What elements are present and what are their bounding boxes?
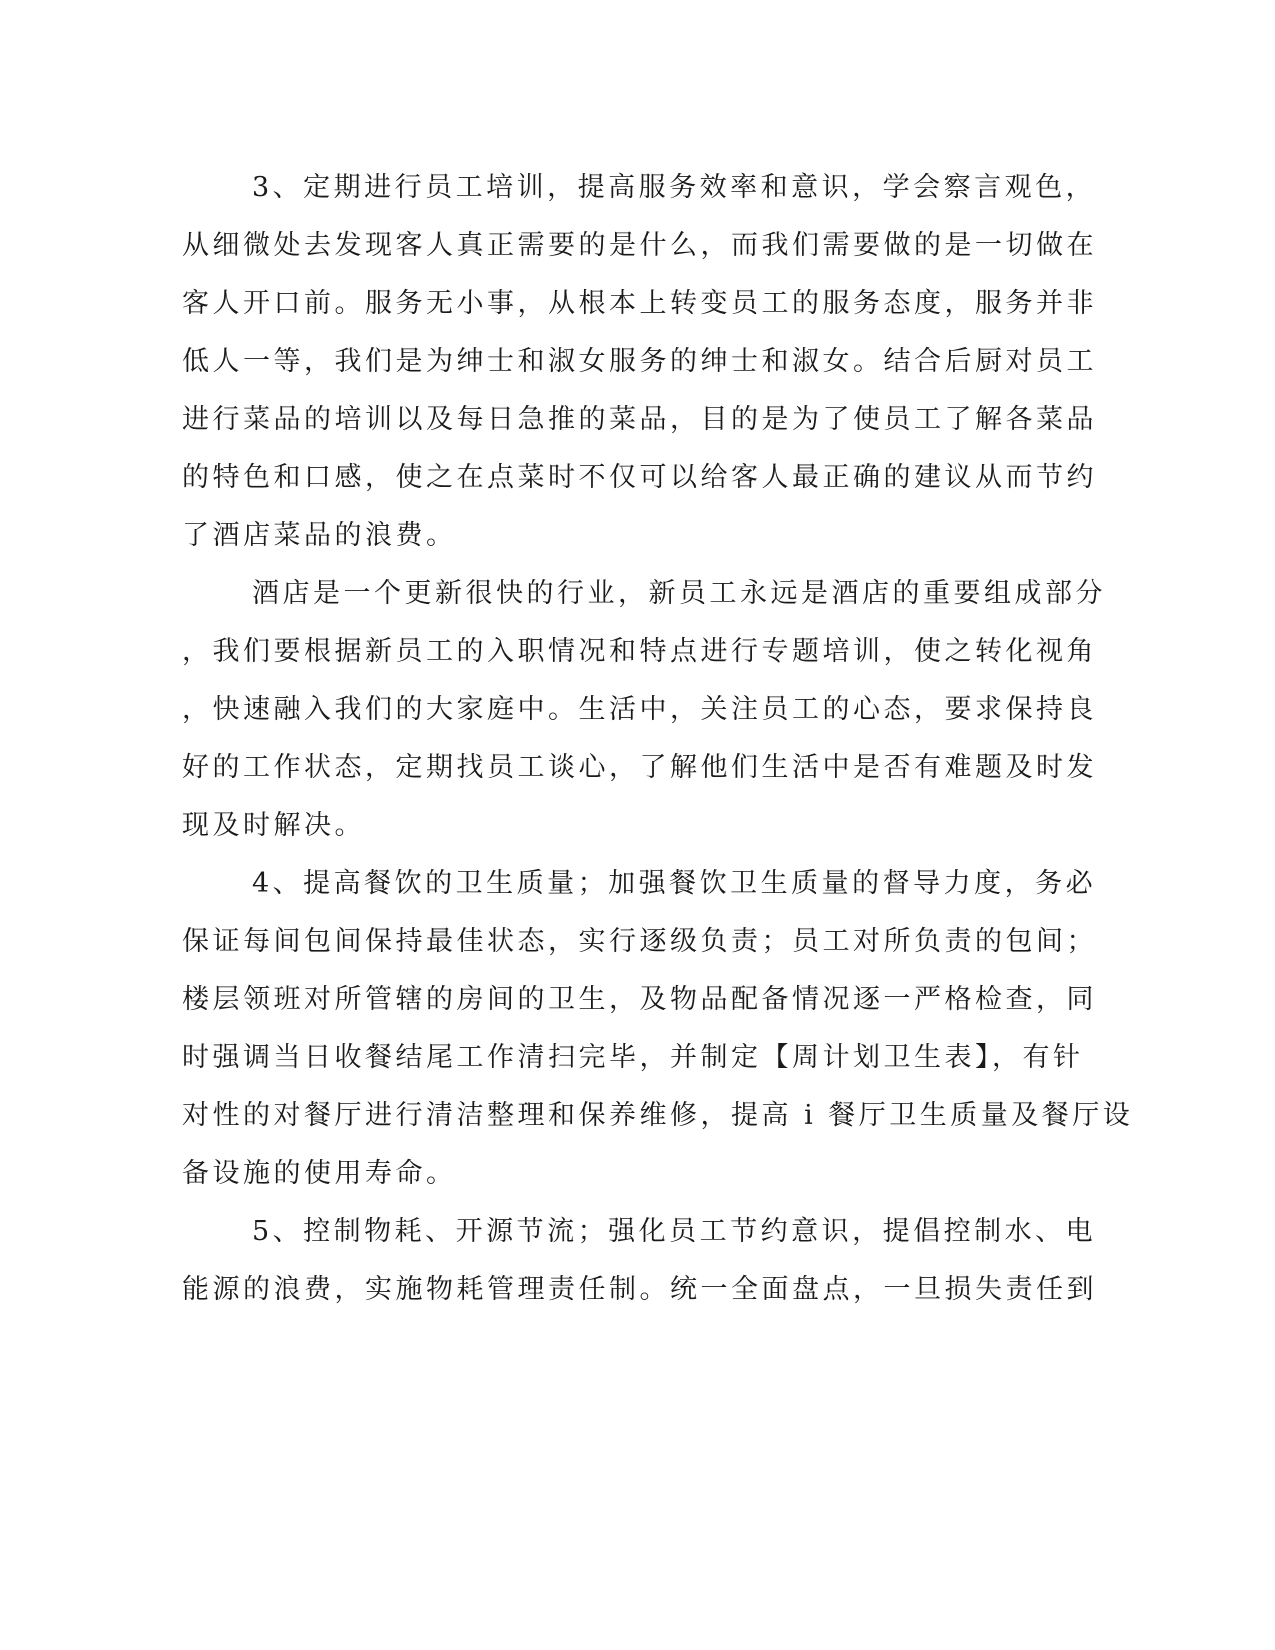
paragraph-hotel-line-1: 酒店是一个更新很快的行业，新员工永远是酒店的重要组成部分 [252, 578, 1106, 609]
paragraph-4-line-3: 楼层领班对所管辖的房间的卫生，及物品配备情况逐一严格检查，同 [182, 984, 1097, 1015]
paragraph-4-line-2: 保证每间包间保持最佳状态，实行逐级负责；员工对所负责的包间； [182, 926, 1097, 957]
paragraph-5-line-2: 能源的浪费，实施物耗管理责任制。统一全面盘点，一旦损失责任到 [182, 1274, 1097, 1305]
paragraph-3-line-3: 客人开口前。服务无小事，从根本上转变员工的服务态度，服务并非 [182, 288, 1097, 319]
paragraph-3-line-7: 了酒店菜品的浪费。 [182, 520, 457, 551]
paragraph-hotel-line-4: 好的工作状态，定期找员工谈心，了解他们生活中是否有难题及时发 [182, 752, 1097, 783]
paragraph-3-line-1: 3、定期进行员工培训，提高服务效率和意识，学会察言观色， [252, 172, 1097, 203]
paragraph-4-line-5: 对性的对餐厅进行清洁整理和保养维修，提高 i 餐厅卫生质量及餐厅设 [182, 1100, 1134, 1131]
paragraph-3-line-5: 进行菜品的培训以及每日急推的菜品，目的是为了使员工了解各菜品 [182, 404, 1097, 435]
paragraph-4-line-1: 4、提高餐饮的卫生质量；加强餐饮卫生质量的督导力度，务必 [252, 868, 1097, 899]
paragraph-3-line-2: 从细微处去发现客人真正需要的是什么，而我们需要做的是一切做在 [182, 230, 1097, 261]
paragraph-hotel-line-5: 现及时解决。 [182, 810, 365, 841]
paragraph-4-line-6: 备设施的使用寿命。 [182, 1158, 457, 1189]
paragraph-3-line-4: 低人一等，我们是为绅士和淑女服务的绅士和淑女。结合后厨对员工 [182, 346, 1097, 377]
paragraph-4-line-4: 时强调当日收餐结尾工作清扫完毕，并制定【周计划卫生表】，有针 [182, 1042, 1084, 1073]
paragraph-hotel-line-3: ，快速融入我们的大家庭中。生活中，关注员工的心态，要求保持良 [182, 694, 1097, 725]
paragraph-hotel-line-2: ，我们要根据新员工的入职情况和特点进行专题培训，使之转化视角 [182, 636, 1097, 667]
paragraph-3-line-6: 的特色和口感，使之在点菜时不仅可以给客人最正确的建议从而节约 [182, 462, 1097, 493]
document-body [182, 159, 1134, 1319]
paragraph-5-line-1: 5、控制物耗、开源节流；强化员工节约意识，提倡控制水、电 [252, 1216, 1097, 1247]
